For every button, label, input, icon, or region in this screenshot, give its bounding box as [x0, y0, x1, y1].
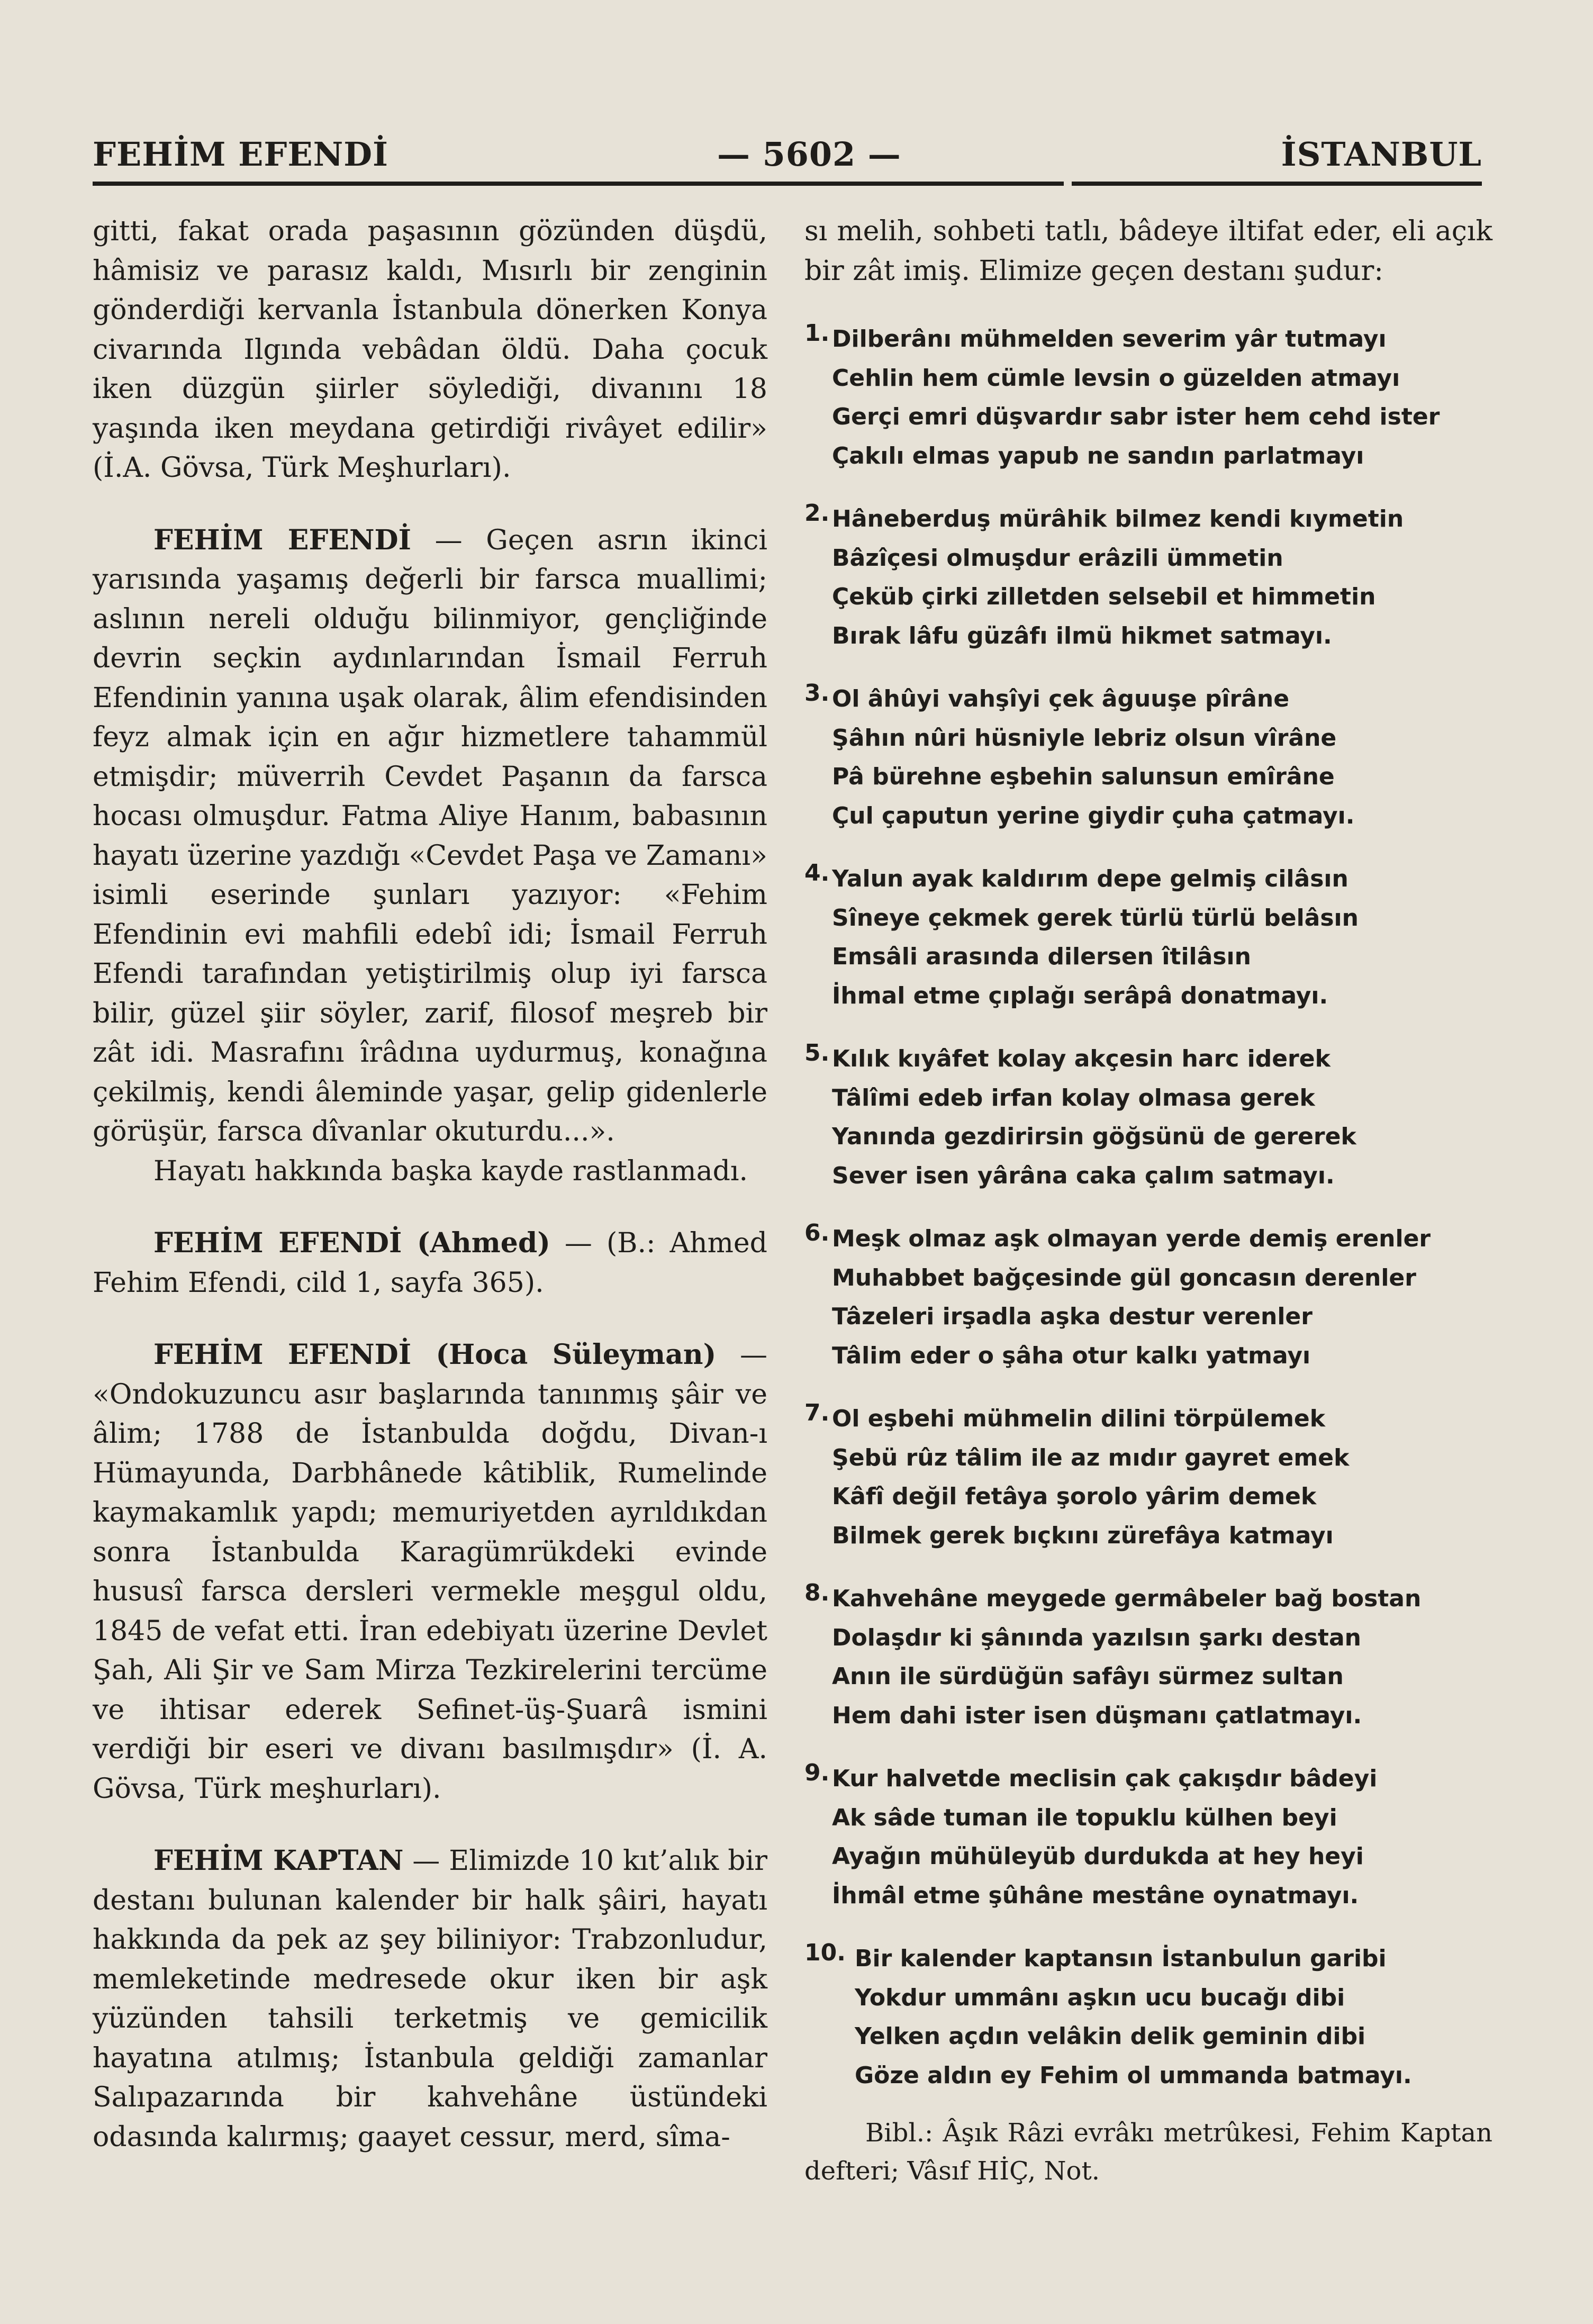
poem-line: Sîneye çekmek gerek türlü türlü belâsın [832, 904, 1359, 932]
poem-line: Gerçi emri düşvardır sabr ister hem cehd ister [832, 403, 1440, 430]
poem-line: Dolaşdır ki şânında yazılsın şarkı destan [832, 1624, 1361, 1651]
poem-line: Cehlin hem cümle levsin o güzelden atmayı [832, 364, 1400, 392]
poem-line: Çeküb çirki zilletden selsebil et himmetin [832, 583, 1376, 610]
poem-line: Hem dahi ister isen düşmanı çatlatmayı. [832, 1702, 1362, 1729]
entry-body: — «Ondokuzuncu asır başlarında tanınmış şâir ve âlim; 1788 de İstanbulda doğdu, Divan-ı Hümayunda, Darbhânede kâtiblik, Rumelinde kaymakamlık yapdı; memuriyetden ayrıldıkdan sonra İstanbulda Karagümrükdeki evinde hususî farsca dersleri vermekle meşgul oldu, 1845 de vefat etti. İran edebiyatı üzerine Devlet Şah, Ali Şir ve Sam Mirza Tezkirelerini tercüme ve ihtisar ederek Sefinet-üş-Şuarâ ismini verdiği bir eseri ve divanı basılmışdır» (İ. A. Gövsa, Türk meşhurları). [93, 1339, 768, 1805]
poem-line: İhmal etme çıplağı serâpâ donatmayı. [832, 982, 1328, 1009]
poem-line: Muhabbet bağçesinde gül goncasın derenler [832, 1264, 1416, 1291]
poem-line: Bilmek gerek bıçkını zürefâya katmayı [832, 1522, 1334, 1549]
poem-line: Sever isen yârâna caka çalım satmayı. [832, 1162, 1335, 1189]
poem-line: Çul çaputun yerine giydir çuha çatmayı. [832, 802, 1355, 829]
poem-line: Göze aldın ey Fehim ol ummanda batmayı. [855, 2061, 1412, 2089]
header-left-title: FEHİM EFENDİ [93, 135, 389, 174]
poem-stanza [804, 1039, 1492, 1195]
poem-line: Anın ile sürdüğün safâyı sürmez sultan [832, 1663, 1344, 1690]
stanza-number: 6. [804, 1219, 830, 1246]
poem-line: Kahvehâne meygede germâbeler bağ bostan [832, 1585, 1422, 1612]
header-rule-left [93, 182, 1064, 186]
entry-heading: FEHİM KAPTAN [153, 1844, 404, 1877]
poem-line: Meşk olmaz aşk olmayan yerde demiş erenler [832, 1225, 1431, 1252]
entry-fehim-kaptan [93, 1841, 767, 2157]
poem-line: Şâhın nûri hüsniyle lebriz olsun vîrâne [832, 724, 1337, 752]
poem-line: Bâzîçesi olmuşdur erâzili ümmetin [832, 544, 1283, 572]
header-rule-right [1072, 182, 1482, 186]
poem-line: Yelken açdın velâkin delik geminin dibi [855, 2023, 1366, 2050]
entry-heading: FEHİM EFENDİ (Hoca Süleyman) [153, 1339, 717, 1371]
poem-line: Tâlîmi edeb irfan kolay olmasa gerek [832, 1084, 1315, 1111]
stanza-number: 9. [804, 1759, 830, 1786]
poem-line: Bir kalender kaptansın İstanbulun garibi [855, 1945, 1387, 1972]
poem-stanza [804, 500, 1492, 655]
poem-line: Bırak lâfu güzâfı ilmü hikmet satmayı. [832, 622, 1332, 649]
poem-line: Ak sâde tuman ile topuklu külhen beyi [832, 1804, 1337, 1831]
poem-stanza [804, 860, 1492, 1015]
stanza-number: 1. [804, 320, 830, 347]
poem-stanza [804, 680, 1492, 835]
poem-line: Kılık kıyâfet kolay akçesin harc iderek [832, 1045, 1330, 1072]
poem-line: Çakılı elmas yapub ne sandın parlatmayı [832, 442, 1364, 469]
entry-fehim-efendi-hoca-suleyman [93, 1335, 767, 1808]
stanza-number: 3. [804, 680, 830, 707]
right-column [804, 212, 1492, 2190]
poem-stanza [804, 1219, 1492, 1375]
stanza-number: 2. [804, 500, 830, 527]
poem-line: Tâlim eder o şâha otur kalkı yatmayı [832, 1342, 1311, 1369]
stanza-number: 8. [804, 1579, 830, 1606]
poem-line: Tâzeleri irşadla aşka destur verenler [832, 1303, 1313, 1330]
poem-line: İhmâl etme şûhâne mestâne oynatmayı. [832, 1882, 1359, 1909]
poem-line: Yalun ayak kaldırım depe gelmiş cilâsın [832, 865, 1348, 892]
entry-fehim-efendi-ahmed [93, 1224, 767, 1303]
stanza-number: 5. [804, 1039, 830, 1066]
poem-line: Hâneberduş mürâhik bilmez kendi kıymetin [832, 505, 1404, 532]
bibliography: Bibl.: Âşık Râzi evrâkı metrûkesi, Fehim Kaptan defteri; Vâsıf HİÇ, Not. [804, 2118, 1492, 2186]
poem-line: Ol âhûyi vahşîyi çek âguuşe pîrâne [832, 685, 1290, 712]
poem-line: Emsâli arasında dilersen îtilâsın [832, 943, 1251, 970]
entry-body: — Geçen asrın ikinci yarısında yaşamış değerli bir farsca muallimi; aslının nereli olduğu bilinmiyor, gençliğinde devrin seçkin aydınlarından İsmail Ferruh Efendinin yanına uşak olarak, âlim efendisinden feyz almak için en ağır hizmetlere tahammül etmişdir; müverrih Cevdet Paşanın da farsca hocası olmuşdur. Fatma Aliye Hanım, babasının hayatı üzerine yazdığı «Cevdet Paşa ve Zamanı» isimli eserinde şunları yazıyor: «Fehim Efendinin evi mahfili edebî idi; İsmail Ferruh Efendi tarafından yetiştirilmiş olup iyi farsca bilir, güzel şiir söyler, zarif, filosof meşreb bir zât idi. Masrafını îrâdına uydurmuş, konağına çekilmiş, kendi âleminde yaşar, gelip gidenlerle görüşür, farsca dîvanlar okuturdu...». [93, 524, 768, 1147]
entry-body: — Elimizde 10 kıt’alık bir destanı bulunan kalender bir halk şâiri, hayatı hakkında da pek az şey biliniyor: Trabzonludur, memleketinde medresede okur iken bir aşk yüzünden tahsili terketmiş ve gemicilik hayatına atılmış; İstanbula geldiği zamanlar Salıpazarında bir kahvehâne üstündeki odasında kalırmış; gaayet cessur, merd, sîma- [93, 1845, 768, 2153]
stanza-number: 7. [804, 1399, 830, 1426]
poem-line: Yanında gezdirirsin göğsünü de gererek [832, 1123, 1356, 1150]
poem-line: Yokdur ummânı aşkın ucu bucağı dibi [855, 1984, 1345, 2011]
entry-heading: FEHİM EFENDİ [153, 523, 411, 556]
page-header [93, 130, 1482, 188]
entry-fehim-efendi [93, 521, 767, 1152]
entry-body: — (B.: Ahmed Fehim Efendi, cild 1, sayfa 365). [93, 1227, 767, 1299]
poem-stanza [804, 1399, 1492, 1555]
header-right-title: İSTANBUL [1281, 135, 1482, 174]
poem-line: Ol eşbehi mühmelin dilini törpülemek [832, 1405, 1326, 1432]
poem-line: Kur halvetde meclisin çak çakışdır bâdeyi [832, 1765, 1378, 1792]
poem-stanza [804, 1759, 1492, 1915]
entry-note: Hayatı hakkında başka kayde rastlanmadı. [153, 1155, 748, 1187]
poem-line: Ayağın mühüleyüb durdukda at hey heyi [832, 1843, 1364, 1870]
stanza-number: 4. [804, 860, 830, 887]
stanza-number: 10. [804, 1939, 846, 1966]
poem-line: Pâ bürehne eşbehin salunsun emîrâne [832, 763, 1335, 790]
entry-heading: FEHİM EFENDİ (Ahmed) [153, 1227, 550, 1259]
poem-stanza [804, 1579, 1492, 1735]
left-column [93, 212, 767, 2157]
poem-stanza [804, 320, 1492, 475]
entry-continuation-text: gitti, fakat orada paşasının gözünden düşdü, hâmisiz ve parasız kaldı, Mısırlı bir zenginin gönderdiği kervanla İstanbula dönerken Konya civarında Ilgında vebâdan öldü. Daha çocuk iken düzgün şiirler söylediği, divanını 18 yaşında iken meydana getirdiği rivâyet edilir» (İ.A. Gövsa, Türk Meşhurları). [93, 215, 767, 484]
poem-line: Dilberânı mühmelden severim yâr tutmayı [832, 325, 1387, 352]
poem-line: Kâfî değil fetâya şorolo yârim demek [832, 1483, 1317, 1510]
page-number: — 5602 — [717, 135, 901, 174]
entry-continuation-text: sı melih, sohbeti tatlı, bâdeye iltifat eder, eli açık bir zât imiş. Elimize geçen destanı şudur: [804, 215, 1492, 287]
poem-line: Şebü rûz tâlim ile az mıdır gayret emek [832, 1444, 1350, 1471]
poem-stanza [804, 1939, 1492, 2095]
